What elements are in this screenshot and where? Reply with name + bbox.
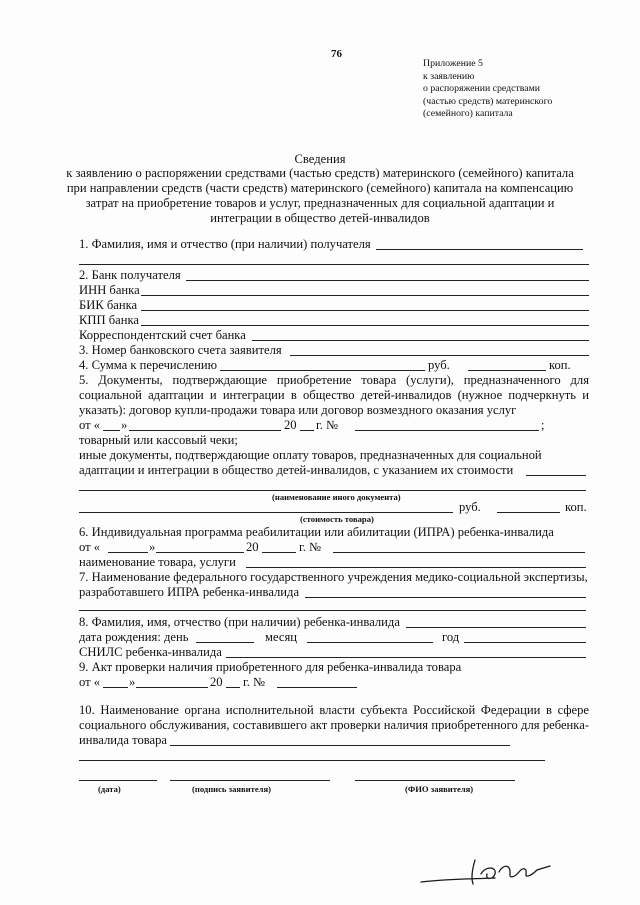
- field-5-day-line[interactable]: [103, 430, 120, 431]
- field-8-line[interactable]: [406, 627, 586, 628]
- field-5-number-label: г. №: [316, 418, 339, 432]
- field-6-goods-label: наименование товара, услуги: [79, 555, 236, 569]
- field-5-month-line[interactable]: [129, 430, 281, 431]
- field-6-day-line[interactable]: [108, 552, 148, 553]
- field-5-cost-line[interactable]: [526, 475, 586, 476]
- field-5-year-line[interactable]: [300, 430, 314, 431]
- field-5-text: указать): договор купли-продажи товара или договор возмездного оказания услуг: [79, 403, 517, 417]
- date-line[interactable]: [79, 780, 157, 781]
- dob-year-line[interactable]: [464, 642, 586, 643]
- field-5-quote: »: [121, 418, 128, 432]
- appendix-line: (семейного) капитала: [423, 108, 513, 119]
- field-1-line[interactable]: [376, 249, 583, 250]
- field-9-label: 9. Акт проверки наличия приобретенного для ребенка-инвалида товара: [79, 660, 462, 674]
- corr-account-line[interactable]: [252, 340, 589, 341]
- field-9-year-line[interactable]: [226, 687, 240, 688]
- caption-fio: (ФИО заявителя): [405, 784, 474, 794]
- field-9-quote: »: [129, 675, 136, 689]
- kpp-line[interactable]: [141, 325, 589, 326]
- appendix-line: о распоряжении средствами: [423, 83, 541, 94]
- bank-label: 2. Банк получателя: [79, 268, 181, 282]
- appendix-line: (частью средств) материнского: [423, 95, 553, 107]
- snils-line[interactable]: [226, 657, 586, 658]
- other-document-line[interactable]: [79, 490, 586, 491]
- field-9-year: 20: [210, 675, 223, 689]
- signature-line[interactable]: [170, 780, 330, 781]
- cost-kop-line[interactable]: [497, 512, 560, 513]
- field-5-number-line[interactable]: [355, 430, 539, 431]
- field-10-label: 10. Наименование органа исполнительной власти субъекта Российской Федерации в сфере: [79, 703, 589, 717]
- field-9-number-line[interactable]: [277, 687, 357, 688]
- page-number: 76: [331, 48, 342, 60]
- field-6-goods-line[interactable]: [246, 567, 586, 568]
- field-5-other: иные документы, подтверждающие оплату товаров, предназначенных для социальной: [79, 448, 542, 462]
- inn-line[interactable]: [141, 295, 589, 296]
- field-9-from: от «: [79, 675, 101, 689]
- field-1-line-2[interactable]: [79, 264, 589, 265]
- caption-cost: (стоимость товара): [300, 514, 374, 524]
- field-1-label: 1. Фамилия, имя и отчество (при наличии) получателя: [79, 237, 371, 251]
- account-number-label: 3. Номер банковского счета заявителя: [79, 343, 282, 357]
- bik-label: БИК банка: [79, 298, 138, 312]
- rub-label-2: руб.: [459, 500, 481, 514]
- field-6-year-line[interactable]: [262, 552, 296, 553]
- field-7-label: разработавшего ИПРА ребенка-инвалида: [79, 585, 300, 599]
- kpp-label: КПП банка: [79, 313, 139, 327]
- kop-label: коп.: [549, 358, 571, 372]
- title-line: к заявлению о распоряжении средствами (частью средств) материнского (семейного) капитала: [66, 166, 574, 180]
- field-5-other: адаптации и интеграции в общество детей-инвалидов, с указанием их стоимости: [79, 463, 514, 477]
- kop-label-2: коп.: [565, 500, 587, 514]
- field-6-month-line[interactable]: [156, 552, 244, 553]
- rub-label: руб.: [428, 358, 450, 372]
- field-5-check: товарный или кассовый чеки;: [79, 433, 238, 447]
- fio-line[interactable]: [355, 780, 515, 781]
- field-6-quote: »: [149, 540, 156, 554]
- title-line: при направлении средств (части средств) материнского (семейного) капитала на компенсацию: [66, 181, 574, 195]
- field-10-line-2[interactable]: [79, 760, 545, 761]
- title-heading: Сведения: [294, 152, 346, 166]
- amount-rub-line[interactable]: [220, 370, 425, 371]
- field-9-month-line[interactable]: [136, 687, 208, 688]
- dob-year-label: год: [442, 630, 460, 644]
- field-7-line-2[interactable]: [79, 610, 586, 611]
- dob-month-line[interactable]: [307, 642, 433, 643]
- caption-signature: (подпись заявителя): [192, 784, 271, 794]
- bank-line[interactable]: [186, 280, 589, 281]
- caption-other-document: (наименование иного документа): [272, 492, 401, 502]
- field-7-line[interactable]: [305, 597, 586, 598]
- field-9-day-line[interactable]: [103, 687, 128, 688]
- field-6-number-label: г. №: [299, 540, 322, 554]
- dob-day-line[interactable]: [196, 642, 254, 643]
- snils-label: СНИЛС ребенка-инвалида: [79, 645, 222, 659]
- corr-account-label: Корреспондентский счет банка: [79, 328, 246, 342]
- field-7-label: 7. Наименование федерального государственного учреждения медико-социальной экспертизы,: [79, 570, 588, 584]
- appendix-line: Приложение 5: [423, 58, 483, 69]
- field-9-number-label: г. №: [243, 675, 266, 689]
- other-document-line-2[interactable]: [79, 512, 453, 513]
- dob-day-label: дата рождения: день: [79, 630, 189, 644]
- appendix-line: к заявлению: [423, 70, 475, 82]
- title-line: интеграции в общество детей-инвалидов: [210, 211, 430, 225]
- amount-kop-line[interactable]: [468, 370, 546, 371]
- field-6-year: 20: [246, 540, 259, 554]
- inn-label: ИНН банка: [79, 283, 140, 297]
- field-6-label: 6. Индивидуальная программа реабилитации или абилитации (ИПРА) ребенка-инвалида: [79, 525, 554, 539]
- field-5-from: от «: [79, 418, 101, 432]
- field-10-label: социального обслуживания, составившего акт проверки наличия приобретенного для ребенка-: [79, 718, 589, 732]
- bik-line[interactable]: [141, 310, 589, 311]
- field-5-text: социальной адаптации и интеграции в общество детей-инвалидов (нужное подчеркнуть и: [79, 388, 589, 402]
- caption-date: (дата): [98, 784, 121, 794]
- field-8-label: 8. Фамилия, имя, отчество (при наличии) ребенка-инвалида: [79, 615, 400, 629]
- handwritten-signature: [415, 852, 565, 892]
- field-6-from: от «: [79, 540, 101, 554]
- field-5-semicolon: ;: [541, 418, 545, 432]
- title-line: затрат на приобретение товаров и услуг, предназначенных для социальной адаптации и: [85, 196, 555, 210]
- field-6-number-line[interactable]: [333, 552, 585, 553]
- amount-label: 4. Сумма к перечислению: [79, 358, 217, 372]
- dob-month-label: месяц: [265, 630, 297, 644]
- appendix-block: [423, 58, 552, 121]
- account-number-line[interactable]: [290, 355, 589, 356]
- field-5-year: 20: [284, 418, 297, 432]
- field-10-line[interactable]: [170, 745, 510, 746]
- field-5-text: 5. Документы, подтверждающие приобретение товара (услуги), предназначенного для: [79, 373, 589, 387]
- field-10-label: инвалида товара: [79, 733, 168, 747]
